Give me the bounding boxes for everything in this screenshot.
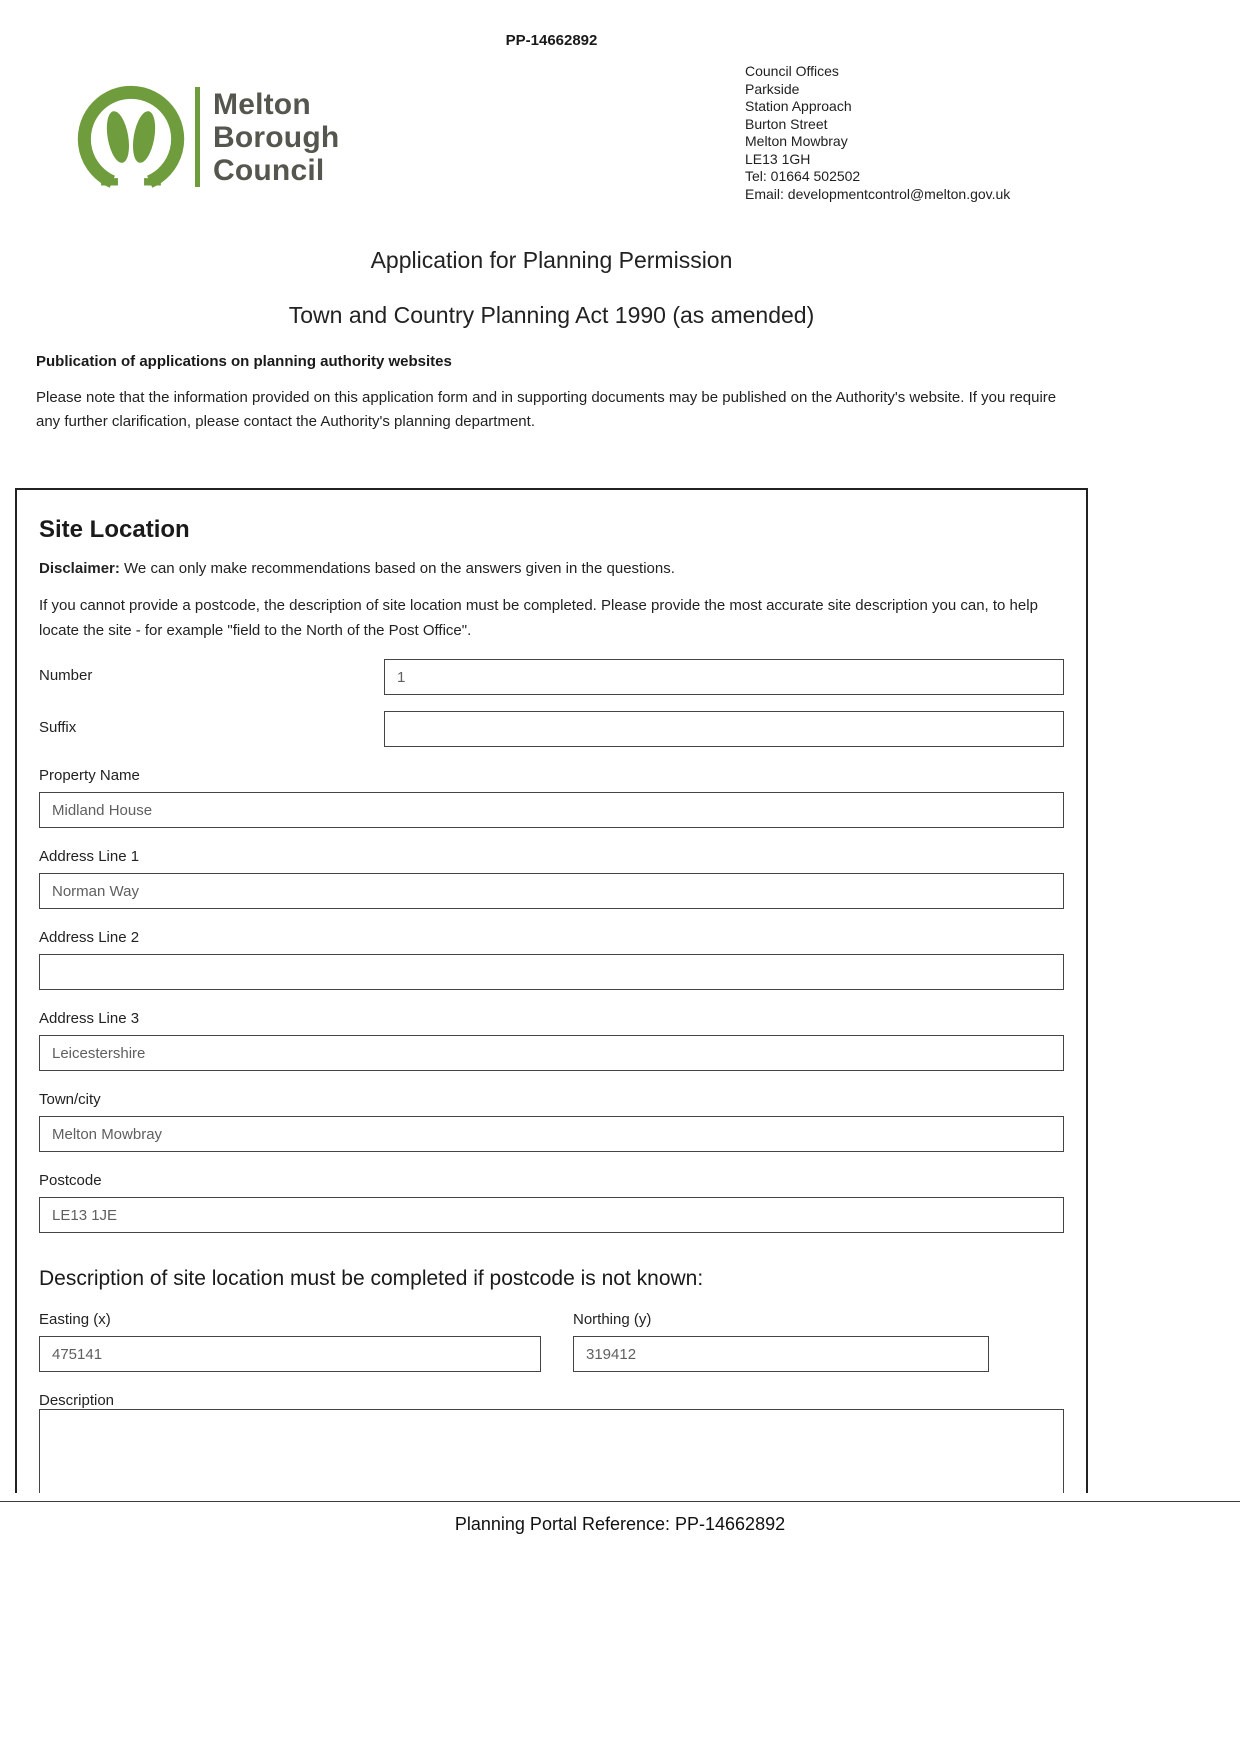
number-input[interactable] [384,659,1064,695]
northing-input[interactable] [573,1336,989,1372]
page-header [15,63,1088,213]
address-line-1-label: Address Line 1 [39,848,140,865]
postcode-input[interactable] [39,1197,1064,1233]
field-row-town-city [39,1091,1064,1152]
northing-label: Northing (y) [573,1311,652,1328]
easting-label: Easting (x) [39,1311,111,1328]
logo-word-council: Council [213,153,325,187]
description-requirement-heading: Description of site location must be completed if postcode is not known: [39,1267,704,1290]
number-label: Number [39,667,93,684]
easting-input[interactable] [39,1336,541,1372]
council-logo [75,81,339,193]
council-logo-icon [75,81,187,193]
suffix-label: Suffix [39,719,77,736]
site-location-section [15,488,1088,1493]
disclaimer-text [39,560,1064,577]
suffix-input[interactable] [384,711,1064,747]
field-row-number [39,659,1064,695]
address-line: Parkside [745,80,800,97]
field-row-address-line-1 [39,848,1064,909]
address-line-3-input[interactable] [39,1035,1064,1071]
disclaimer-body: We can only make recommendations based on the answers given in the questions. [119,560,675,577]
council-logo-text [213,88,339,187]
disclaimer-label: Disclaimer: [39,560,120,577]
council-address [745,63,1010,203]
logo-divider [195,87,200,187]
field-row-postcode [39,1172,1064,1233]
address-line-1-input[interactable] [39,873,1064,909]
section-intro: If you cannot provide a postcode, the description of site location must be completed. Please provide the most accurate site description you can, to help locate the site - for example "field to the North of the Post Office". [39,597,1038,639]
publication-note-heading: Publication of applications on planning authority websites [36,353,452,370]
page-subtitle: Town and Country Planning Act 1990 (as amended) [288,302,815,328]
town-city-label: Town/city [39,1091,101,1108]
address-line: Burton Street [745,115,828,132]
logo-word-borough: Borough [213,120,340,154]
town-city-input[interactable] [39,1116,1064,1152]
postcode-label: Postcode [39,1172,102,1189]
address-line-3-label: Address Line 3 [39,1010,140,1027]
address-line: Melton Mowbray [745,133,848,149]
address-line-2-label: Address Line 2 [39,929,140,946]
description-label: Description [39,1392,115,1409]
field-description [39,1392,1064,1493]
field-easting [39,1311,541,1372]
description-textarea[interactable] [39,1409,1064,1493]
address-line: LE13 1GH [745,150,811,167]
form-reference: PP-14662892 [505,32,598,49]
coordinates-row [39,1311,1064,1372]
address-line: Tel: 01664 502502 [745,168,861,184]
logo-word-melton: Melton [213,87,311,121]
section-title: Site Location [39,516,190,543]
address-line-2-input[interactable] [39,954,1064,990]
field-row-suffix [39,711,1064,747]
address-line: Station Approach [745,98,852,114]
property-name-label: Property Name [39,767,140,784]
field-row-address-line-3 [39,1010,1064,1071]
address-line: Council Offices [745,63,839,79]
publication-note-body: Please note that the information provided on this application form and in supporting documents may be published on the Authority's website. If you require any further clarification, please contact the Authority's planning department. [36,389,1057,430]
footer-divider [0,1501,1240,1502]
field-northing [573,1311,989,1372]
address-line: Email: developmentcontrol@melton.gov.uk [745,185,1011,202]
field-row-address-line-2 [39,929,1064,990]
page-title: Application for Planning Permission [370,247,733,273]
field-row-property-name [39,767,1064,828]
page-footer-reference: Planning Portal Reference: PP-14662892 [454,1514,786,1534]
page-content [15,0,1088,1493]
property-name-input[interactable] [39,792,1064,828]
